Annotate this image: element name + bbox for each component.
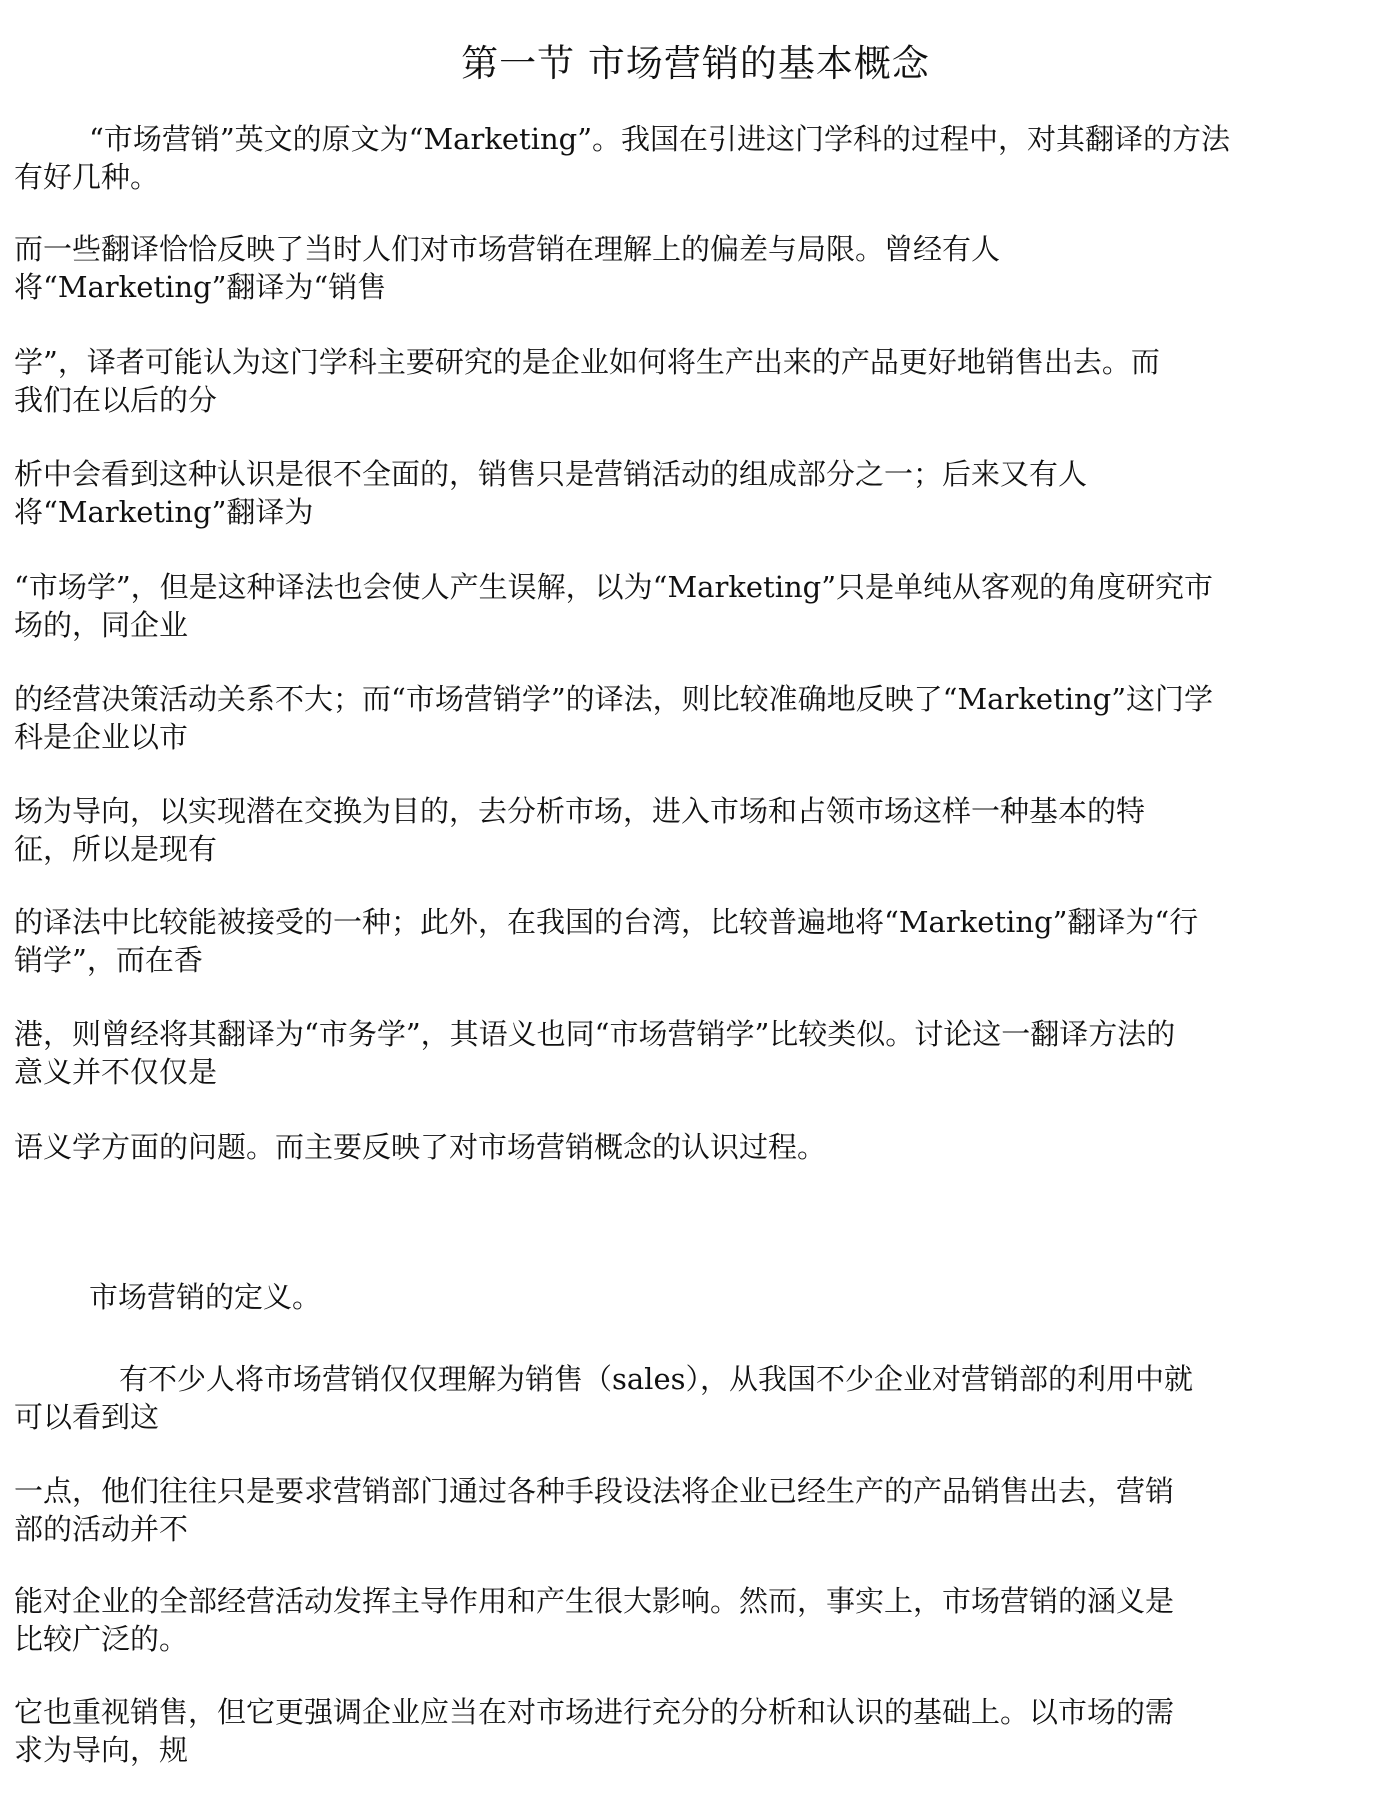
text-line: 析中会看到这种认识是很不全面的，销售只是营销活动的组成部分之一；后来又有人 xyxy=(14,457,1088,491)
paragraph xyxy=(14,1360,1384,1436)
text-line: 语义学方面的问题。而主要反映了对市场营销概念的认识过程。 xyxy=(14,1130,827,1164)
text-line: 销学”，而在香 xyxy=(14,943,203,977)
text-line: 有好几种。 xyxy=(14,160,160,194)
text-line: 场为导向，以实现潜在交换为目的，去分析市场，进入市场和占领市场这样一种基本的特 xyxy=(14,794,1146,828)
text-line: 港，则曾经将其翻译为“市务学”，其语义也同“市场营销学”比较类似。讨论这一翻译方法的 xyxy=(14,1017,1176,1051)
text-line: 科是企业以市 xyxy=(14,720,189,754)
paragraph xyxy=(14,1582,1384,1658)
paragraph xyxy=(14,680,1384,756)
paragraph xyxy=(14,568,1384,644)
text-line: 而一些翻译恰恰反映了当时人们对市场营销在理解上的偏差与局限。曾经有人 xyxy=(14,232,1001,266)
section-heading xyxy=(14,1278,1384,1316)
paragraph xyxy=(14,230,1384,306)
paragraph xyxy=(14,792,1384,868)
text-line: 市场营销的定义。 xyxy=(89,1280,322,1314)
paragraph xyxy=(14,343,1384,419)
text-line: 意义并不仅仅是 xyxy=(14,1055,218,1089)
text-line: 求为导向，规 xyxy=(14,1733,189,1767)
text-line: 它也重视销售，但它更强调企业应当在对市场进行充分的分析和认识的基础上。以市场的需 xyxy=(14,1695,1175,1729)
paragraph xyxy=(14,1693,1384,1769)
paragraph xyxy=(14,1015,1384,1091)
paragraph xyxy=(14,120,1384,196)
text-line: 将“Marketing”翻译为 xyxy=(14,495,314,529)
text-line: 的译法中比较能被接受的一种；此外，在我国的台湾，比较普遍地将“Marketing”翻译为“行 xyxy=(14,905,1199,939)
paragraph xyxy=(14,455,1384,531)
text-line: 场的，同企业 xyxy=(14,608,189,642)
text-line: 将“Marketing”翻译为“销售 xyxy=(14,270,387,304)
text-line: 学”，译者可能认为这门学科主要研究的是企业如何将生产出来的产品更好地销售出去。而 xyxy=(14,345,1160,379)
paragraph xyxy=(14,1128,1384,1166)
text-line: 可以看到这 xyxy=(14,1400,160,1434)
section-title: 第一节 市场营销的基本概念 xyxy=(461,42,930,85)
paragraph xyxy=(14,1472,1384,1548)
paragraph xyxy=(14,903,1384,979)
text-line: “市场营销”英文的原文为“Marketing”。我国在引进这门学科的过程中，对其翻译的方法 xyxy=(89,122,1231,156)
text-line: 的经营决策活动关系不大；而“市场营销学”的译法，则比较准确地反映了“Marketing”这门学 xyxy=(14,682,1214,716)
text-line: 一点，他们往往只是要求营销部门通过各种手段设法将企业已经生产的产品销售出去，营销 xyxy=(14,1474,1175,1508)
text-line: “市场学”，但是这种译法也会使人产生误解，以为“Marketing”只是单纯从客观的角度研究市 xyxy=(14,570,1214,604)
text-line: 能对企业的全部经营活动发挥主导作用和产生很大影响。然而，事实上，市场营销的涵义是 xyxy=(14,1584,1175,1618)
text-line: 我们在以后的分 xyxy=(14,383,218,417)
text-line: 有不少人将市场营销仅仅理解为销售（sales），从我国不少企业对营销部的利用中就 xyxy=(119,1362,1193,1396)
text-line: 部的活动并不 xyxy=(14,1512,189,1546)
text-line: 征，所以是现有 xyxy=(14,832,218,866)
text-line: 比较广泛的。 xyxy=(14,1622,189,1656)
